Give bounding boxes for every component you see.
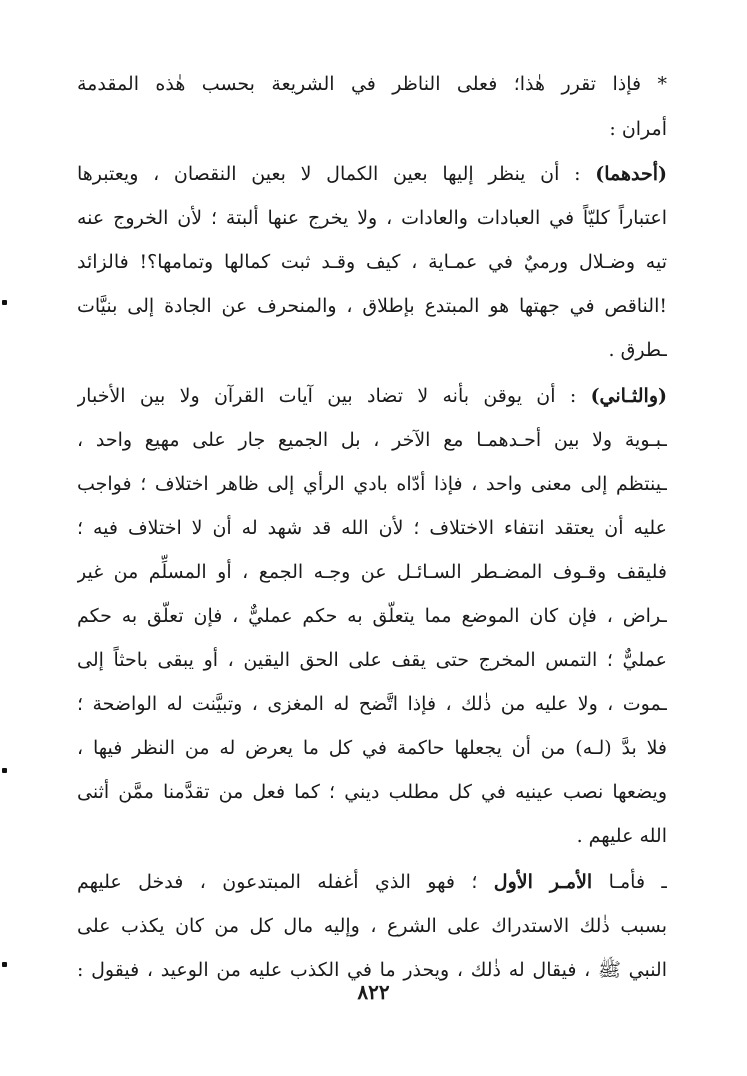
page-number: ٨٢٢ — [357, 980, 390, 1004]
text-line: ـموت ، ولا عليه من ذٰلك ، فإذا اتَّضح له المغزى ، وتبيَّنت له الواضحة ؛ — [77, 693, 667, 715]
text-line: اعتباراً كليّاً في العبادات والعادات ، ولا يخرج عنها ألبتة ؛ لأن الخروج عنه — [77, 207, 667, 229]
text-line: ـبـوية ولا بين أحـدهمـا مع الآخر ، بل الجميع جار على مهيع واحد ، — [77, 429, 667, 451]
section-heading: (أحدهما) — [595, 163, 667, 185]
text-line: (والثـاني) : أن يوقن بأنه لا تضاد بين آيات القرآن ولا بين الأخبار — [77, 385, 667, 407]
text-line: (أحدهما) : أن ينظر إليها بعين الكمال لا بعين النقصان ، ويعتبرها — [77, 163, 667, 185]
text-line: !الناقص في جهتها هو المبتدع بإطلاق ، والمنحرف عن الجادة إلى بنيَّات — [77, 295, 667, 317]
text-line: ويضعها نصب عينيه في كل مطلب ديني ؛ كما فعل من تقدَّمنا ممَّن أثنى — [77, 781, 667, 803]
margin-mark — [2, 962, 7, 967]
text-line: عليه أن يعتقد انتفاء الاختلاف ؛ لأن الله قد شهد له أن لا اختلاف فيه ؛ — [77, 517, 667, 539]
text-line: تيه وضـلال ورميٌ في عمـاية ، كيف وقـد ثبت كمالها وتمامها؟! فالزائد — [77, 251, 667, 273]
text-line: ـطرق . — [608, 339, 667, 361]
section-heading: (والثـاني) — [590, 385, 667, 407]
text-line: الله عليهم . — [576, 825, 667, 847]
text-line: فليقف وقـوف المضـطر السـائـل عن وجـه الجمع ، أو المسلِّم من غير — [77, 561, 667, 583]
text-line: بسبب ذٰلك الاستدراك على الشرع ، وإليه مال كل من كان يكذب على — [77, 915, 667, 937]
text-line: * فإذا تقرر هٰذا؛ فعلى الناظر في الشريعة بحسب هٰذه المقدمة — [77, 73, 667, 95]
text-line: عمليٌّ ؛ التمس المخرج حتى يقف على الحق اليقين ، أو يبقى باحثاً إلى — [77, 649, 667, 671]
text-line: ـراض ، فإن كان الموضع مما يتعلّق به حكم عمليٌّ ، فإن تعلّق به حكم — [77, 605, 667, 627]
text-line: النبي ﷺ ، فيقال له ذٰلك ، ويحذر ما في الكذب عليه من الوعيد ، فيقول : — [77, 959, 667, 981]
section-heading: الأمـر الأول — [493, 871, 593, 893]
text-line: ـ فأمـا الأمـر الأول ؛ فهو الذي أغفله المبتدعون ، فدخل عليهم — [77, 871, 667, 893]
margin-mark — [2, 300, 7, 305]
margin-mark — [2, 768, 7, 773]
text-line: أمران : — [609, 118, 667, 140]
text-line: فلا بدَّ (لـه) من أن يجعلها حاكمة في كل ما يعرض له من النظر فيها ، — [77, 737, 667, 759]
text-line: ـينتظم إلى معنى واحد ، فإذا أدّاه بادي الرأي إلى ظاهر اختلاف ؛ فواجب — [77, 473, 667, 495]
